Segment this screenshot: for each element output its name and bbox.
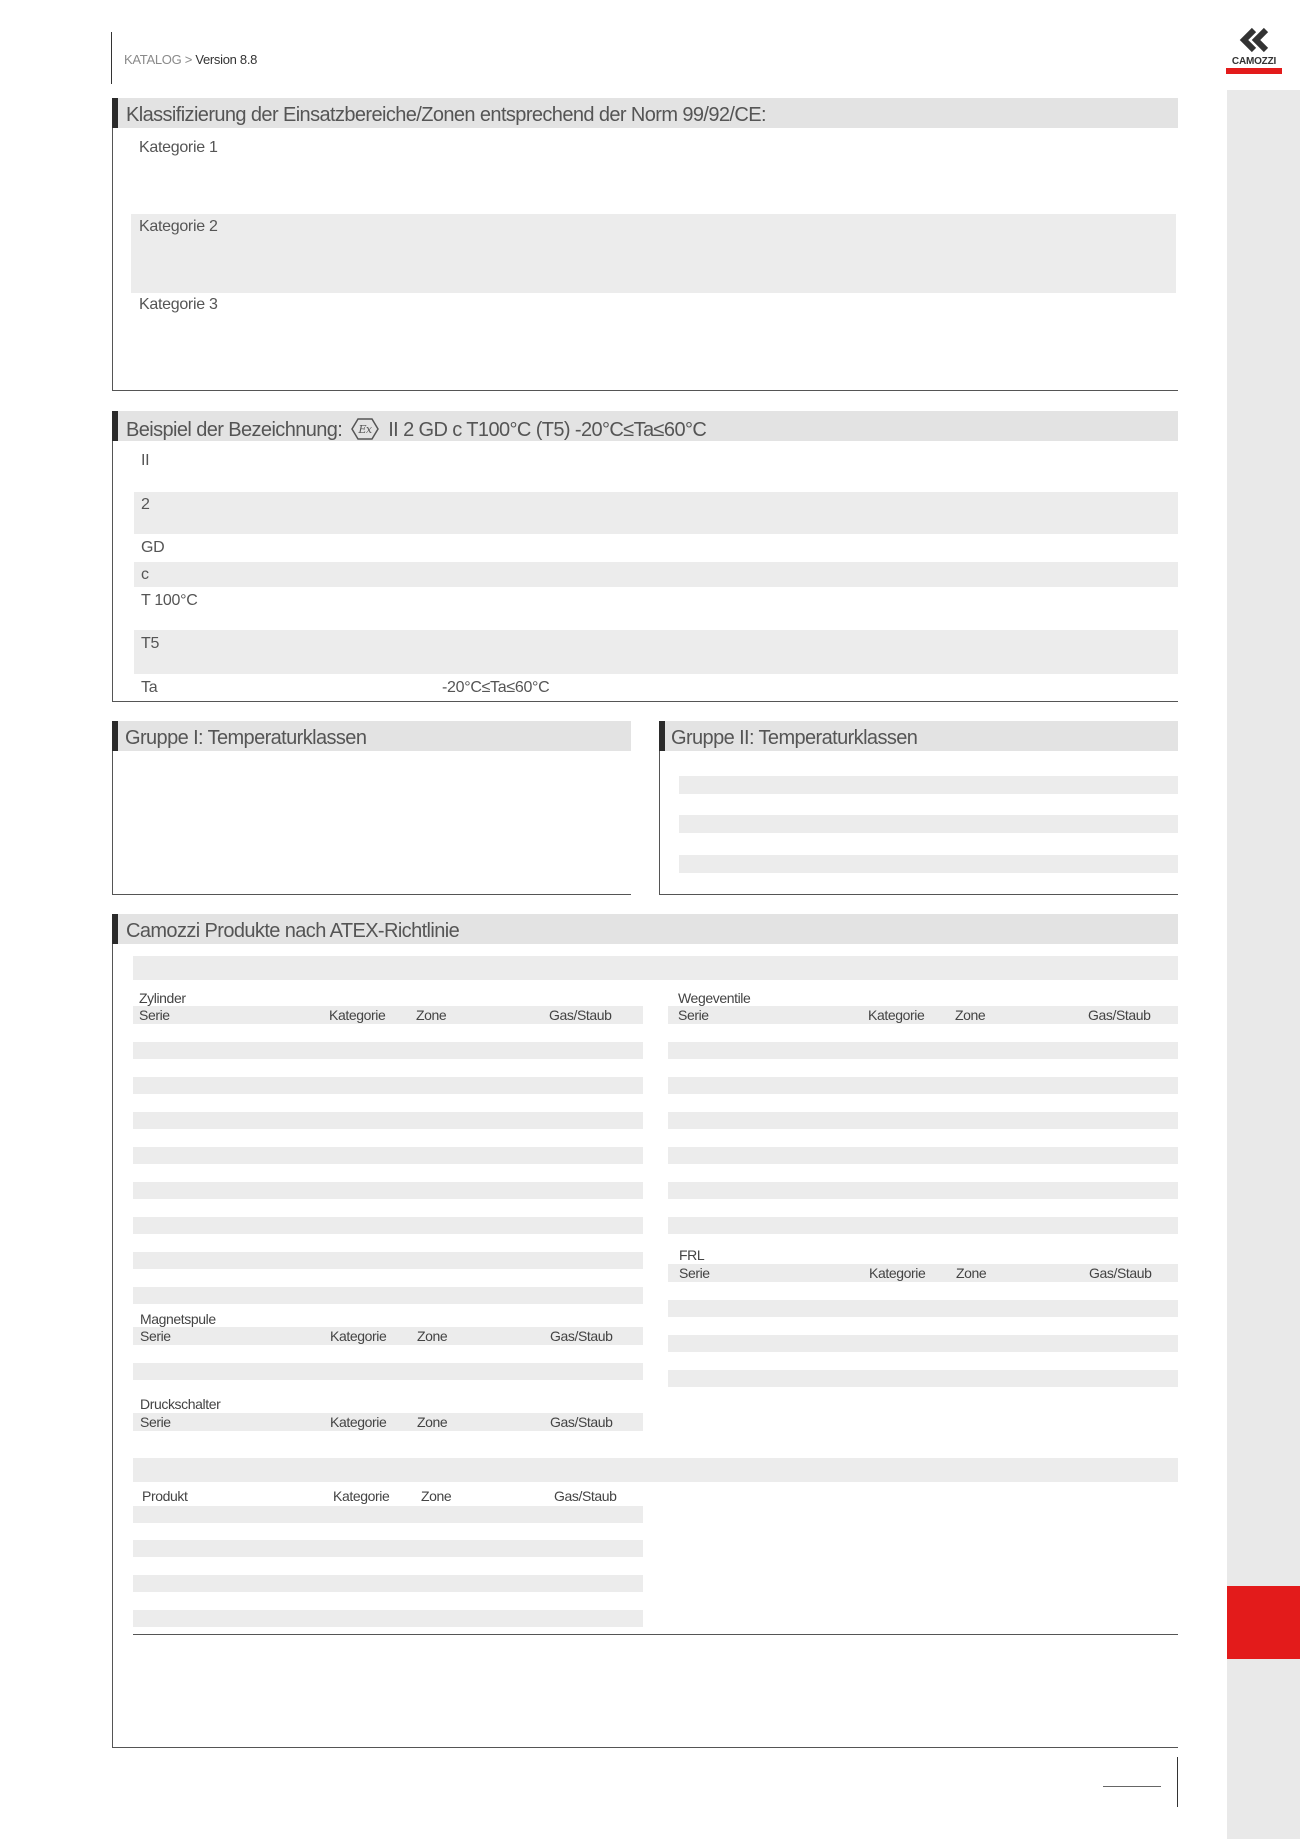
group2-title: Gruppe II: Temperaturklassen [671, 727, 918, 749]
table-header-cell: Zone [417, 1414, 448, 1430]
zylinder-title: Zylinder [139, 990, 186, 1006]
table-row [668, 1217, 1178, 1234]
section-marker [112, 98, 118, 128]
table-row [668, 1182, 1178, 1199]
table-row [668, 1300, 1178, 1317]
table-header-cell: Zone [416, 1007, 447, 1023]
camozzi-logo [1224, 26, 1284, 76]
group1-header [112, 721, 631, 751]
section-marker [112, 914, 118, 944]
chapter-tab[interactable] [1227, 1586, 1300, 1659]
footer-divider [1177, 1757, 1178, 1807]
example-header [112, 411, 1178, 441]
table-header-cell: Gas/Staub [549, 1007, 612, 1023]
table-header-cell: Kategorie [333, 1488, 390, 1504]
druckschalter-title: Druckschalter [140, 1396, 221, 1412]
table-row [133, 1506, 643, 1523]
group2-header [659, 721, 1178, 751]
group1-title: Gruppe I: Temperaturklassen [125, 727, 367, 749]
table-row [133, 1042, 643, 1059]
table-row [133, 1077, 643, 1094]
products-divider [133, 1634, 1178, 1635]
table-row [668, 1370, 1178, 1387]
breadcrumb [124, 52, 257, 67]
example-band-c [134, 562, 1178, 587]
group2-band [679, 815, 1178, 833]
frl-title: FRL [679, 1247, 705, 1263]
logo-name: CAMOZZI [1231, 56, 1277, 67]
table-header-cell: Gas/Staub [1089, 1265, 1152, 1281]
classification-title: Klassifizierung der Einsatzbereiche/Zonen entsprechend der Norm 99/92/CE: [126, 104, 766, 126]
wegeventile-title: Wegeventile [678, 990, 751, 1006]
table-header-cell: Zone [421, 1488, 452, 1504]
table-row [133, 1610, 643, 1627]
table-header-cell: Kategorie [868, 1007, 925, 1023]
category-1-label: Kategorie 1 [139, 139, 218, 156]
table-header-cell: Serie [140, 1328, 171, 1344]
table-header-cell: Kategorie [329, 1007, 386, 1023]
breadcrumb-catalog[interactable]: KATALOG [124, 52, 182, 67]
table-header-cell: Kategorie [330, 1414, 387, 1430]
ex-hexagon-icon [351, 417, 379, 441]
table-row [668, 1112, 1178, 1129]
section-marker [112, 721, 118, 751]
table-row [668, 1335, 1178, 1352]
logo-bar [1226, 68, 1282, 74]
example-row-label: c [141, 566, 149, 583]
table-header-cell: Kategorie [869, 1265, 926, 1281]
table-row [133, 1540, 643, 1557]
logo-mark-icon [1224, 26, 1284, 56]
table-row [668, 1042, 1178, 1059]
side-strip [1227, 90, 1300, 1839]
table-row [133, 1287, 643, 1304]
table-header-cell: Gas/Staub [1088, 1007, 1151, 1023]
table-header-cell: Serie [679, 1265, 710, 1281]
table-row [133, 1252, 643, 1269]
category-3-label: Kategorie 3 [139, 296, 218, 313]
products-intro-band [133, 956, 1178, 980]
group2-band [679, 776, 1178, 794]
table-header-cell: Serie [678, 1007, 709, 1023]
table-header-cell: Gas/Staub [550, 1328, 613, 1344]
table-header-cell: Gas/Staub [554, 1488, 617, 1504]
table-header-cell: Zone [956, 1265, 987, 1281]
group2-band [679, 855, 1178, 873]
example-row-label: 2 [141, 496, 150, 513]
breadcrumb-version: Version 8.8 [195, 52, 258, 67]
example-row-label: T5 [141, 635, 160, 652]
table-row [133, 1217, 643, 1234]
table-row [133, 1182, 643, 1199]
breadcrumb-divider [111, 32, 112, 84]
example-row-label: II [141, 452, 150, 469]
example-row-label: Ta [141, 679, 158, 696]
table-row [133, 1112, 643, 1129]
table-header-cell: Gas/Staub [550, 1414, 613, 1430]
table-row [133, 1575, 643, 1592]
table-header-cell: Zone [955, 1007, 986, 1023]
table-row [133, 1147, 643, 1164]
footer-rule [1103, 1786, 1161, 1787]
section-marker [112, 411, 118, 441]
table-header-cell: Zone [417, 1328, 448, 1344]
magnetspule-title: Magnetspule [140, 1311, 216, 1327]
ex-symbol: Ex [358, 423, 372, 436]
products-header [112, 914, 1178, 944]
table-row [668, 1147, 1178, 1164]
classification-header [112, 98, 1178, 128]
category-2-label: Kategorie 2 [139, 218, 218, 235]
table-row [133, 1363, 643, 1380]
example-row-value: -20°C≤Ta≤60°C [442, 679, 550, 696]
section-marker [659, 721, 665, 751]
example-band-t5 [134, 630, 1178, 674]
table-header-cell: Serie [140, 1414, 171, 1430]
category-2-band [131, 214, 1176, 293]
example-title-prefix: Beispiel der Bezeichnung: [126, 419, 343, 441]
example-row-label: T 100°C [141, 592, 198, 609]
example-row-label: GD [141, 539, 165, 556]
breadcrumb-separator: > [184, 52, 192, 67]
example-band-2 [134, 492, 1178, 534]
table-header-cell: Serie [139, 1007, 170, 1023]
products-title: Camozzi Produkte nach ATEX-Richtlinie [126, 920, 460, 942]
table-header-cell: Produkt [142, 1488, 188, 1504]
products-note-band [133, 1458, 1178, 1482]
example-title-suffix: II 2 GD c T100°C (T5) -20°C≤Ta≤60°C [388, 419, 707, 441]
table-header-cell: Kategorie [330, 1328, 387, 1344]
table-row [668, 1077, 1178, 1094]
example-title [126, 417, 706, 442]
